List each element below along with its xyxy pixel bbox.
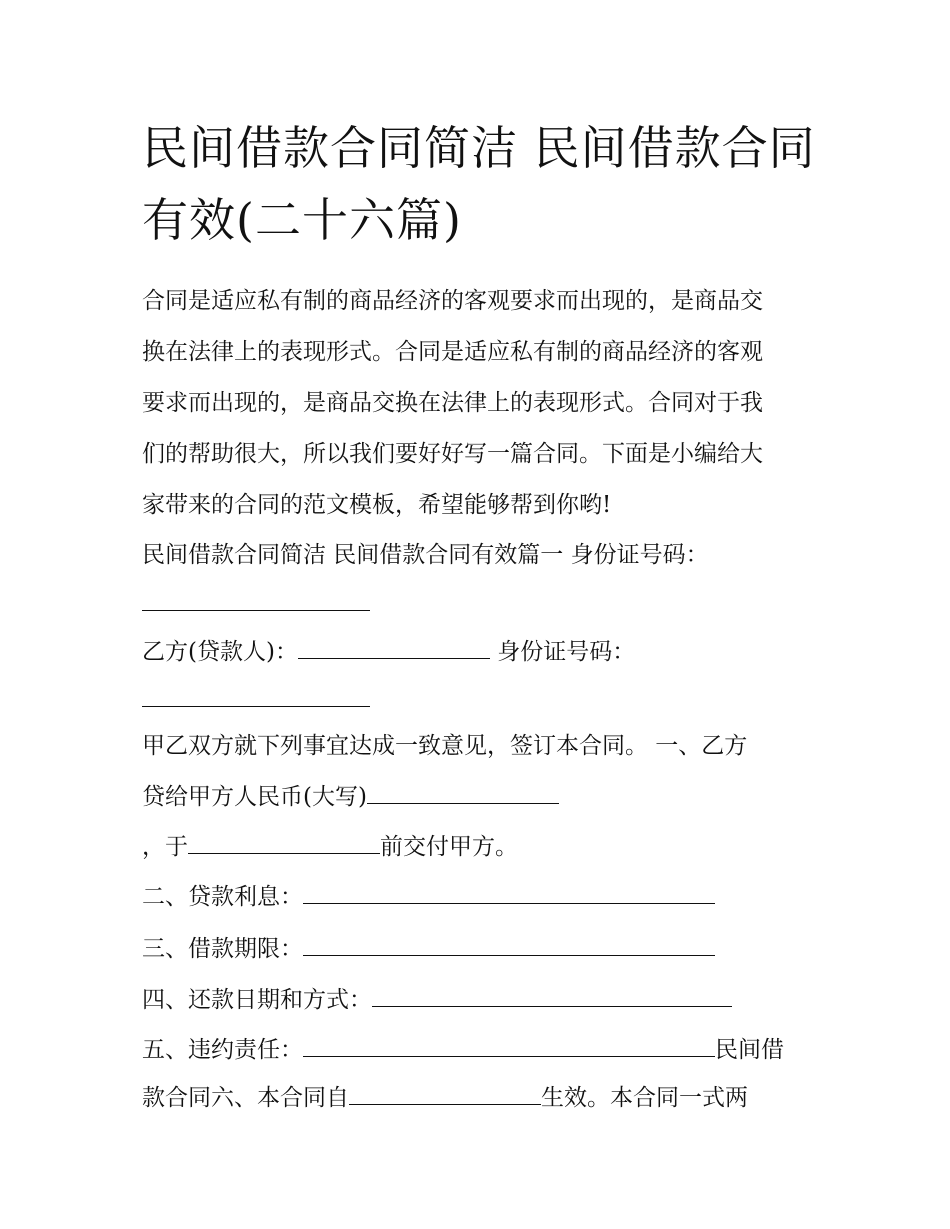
intro-line-3 xyxy=(142,388,763,418)
id-number-blank-line-2 xyxy=(142,684,370,715)
document-title: 民间借款合同简洁 民间借款合同有效(二十六篇) xyxy=(142,121,816,247)
delivery-date-prefix: ，于 xyxy=(142,834,188,860)
effective-suffix: 生效。本合同一式两 xyxy=(541,1085,748,1111)
interest-line xyxy=(142,881,715,912)
loan-amount-blank xyxy=(367,781,559,804)
intro-line-5 xyxy=(142,490,611,520)
section-heading: 民间借款合同简洁 民间借款合同有效篇一 身份证号码： xyxy=(142,542,709,568)
repayment-blank xyxy=(372,984,732,1007)
party-b-blank xyxy=(298,636,490,659)
agreement-line-1 xyxy=(142,731,747,761)
intro-line-2 xyxy=(142,337,763,367)
intro-text-2: 换在法律上的表现形式。合同是适应私有制的商品经济的客观 xyxy=(142,339,763,365)
intro-line-4 xyxy=(142,439,763,469)
loan-term-line xyxy=(142,933,715,964)
intro-text-4: 们的帮助很大，所以我们要好好写一篇合同。下面是小编给大 xyxy=(142,441,763,467)
liability-line xyxy=(142,1034,784,1065)
liability-blank xyxy=(303,1034,715,1057)
delivery-date-suffix: 前交付甲方。 xyxy=(380,834,518,860)
loan-term-label: 三、借款期限： xyxy=(142,936,303,962)
liability-suffix: 民间借 xyxy=(715,1037,784,1063)
loan-term-blank xyxy=(303,933,715,956)
liability-label: 五、违约责任： xyxy=(142,1037,303,1063)
interest-label: 二、贷款利息： xyxy=(142,884,303,910)
party-b-label: 乙方(贷款人)： xyxy=(142,639,298,665)
interest-blank xyxy=(303,881,715,904)
id-number-blank-line-1 xyxy=(142,588,370,619)
intro-text-5: 家带来的合同的范文模板，希望能够帮到你哟! xyxy=(142,492,612,518)
effective-line xyxy=(142,1082,748,1113)
loan-amount-label: 贷给甲方人民币(大写) xyxy=(142,784,367,810)
intro-line-1 xyxy=(142,286,763,316)
delivery-date-blank xyxy=(188,831,380,854)
delivery-date-line xyxy=(142,831,518,862)
section-heading-line xyxy=(142,540,709,570)
id-number-blank-1 xyxy=(142,588,370,611)
intro-text-1: 合同是适应私有制的商品经济的客观要求而出现的，是商品交 xyxy=(142,288,763,314)
loan-amount-line xyxy=(142,781,559,812)
party-b-line xyxy=(142,636,635,667)
id-number-blank-2 xyxy=(142,684,370,707)
agreement-text-1: 甲乙双方就下列事宜达成一致意见，签订本合同。 一、乙方 xyxy=(142,733,748,759)
effective-blank xyxy=(349,1082,541,1105)
repayment-line xyxy=(142,984,732,1015)
party-b-id-label: 身份证号码： xyxy=(489,639,636,665)
intro-text-3: 要求而出现的，是商品交换在法律上的表现形式。合同对于我 xyxy=(142,390,763,416)
repayment-label: 四、还款日期和方式： xyxy=(142,987,372,1013)
effective-label: 款合同六、本合同自 xyxy=(142,1085,349,1111)
